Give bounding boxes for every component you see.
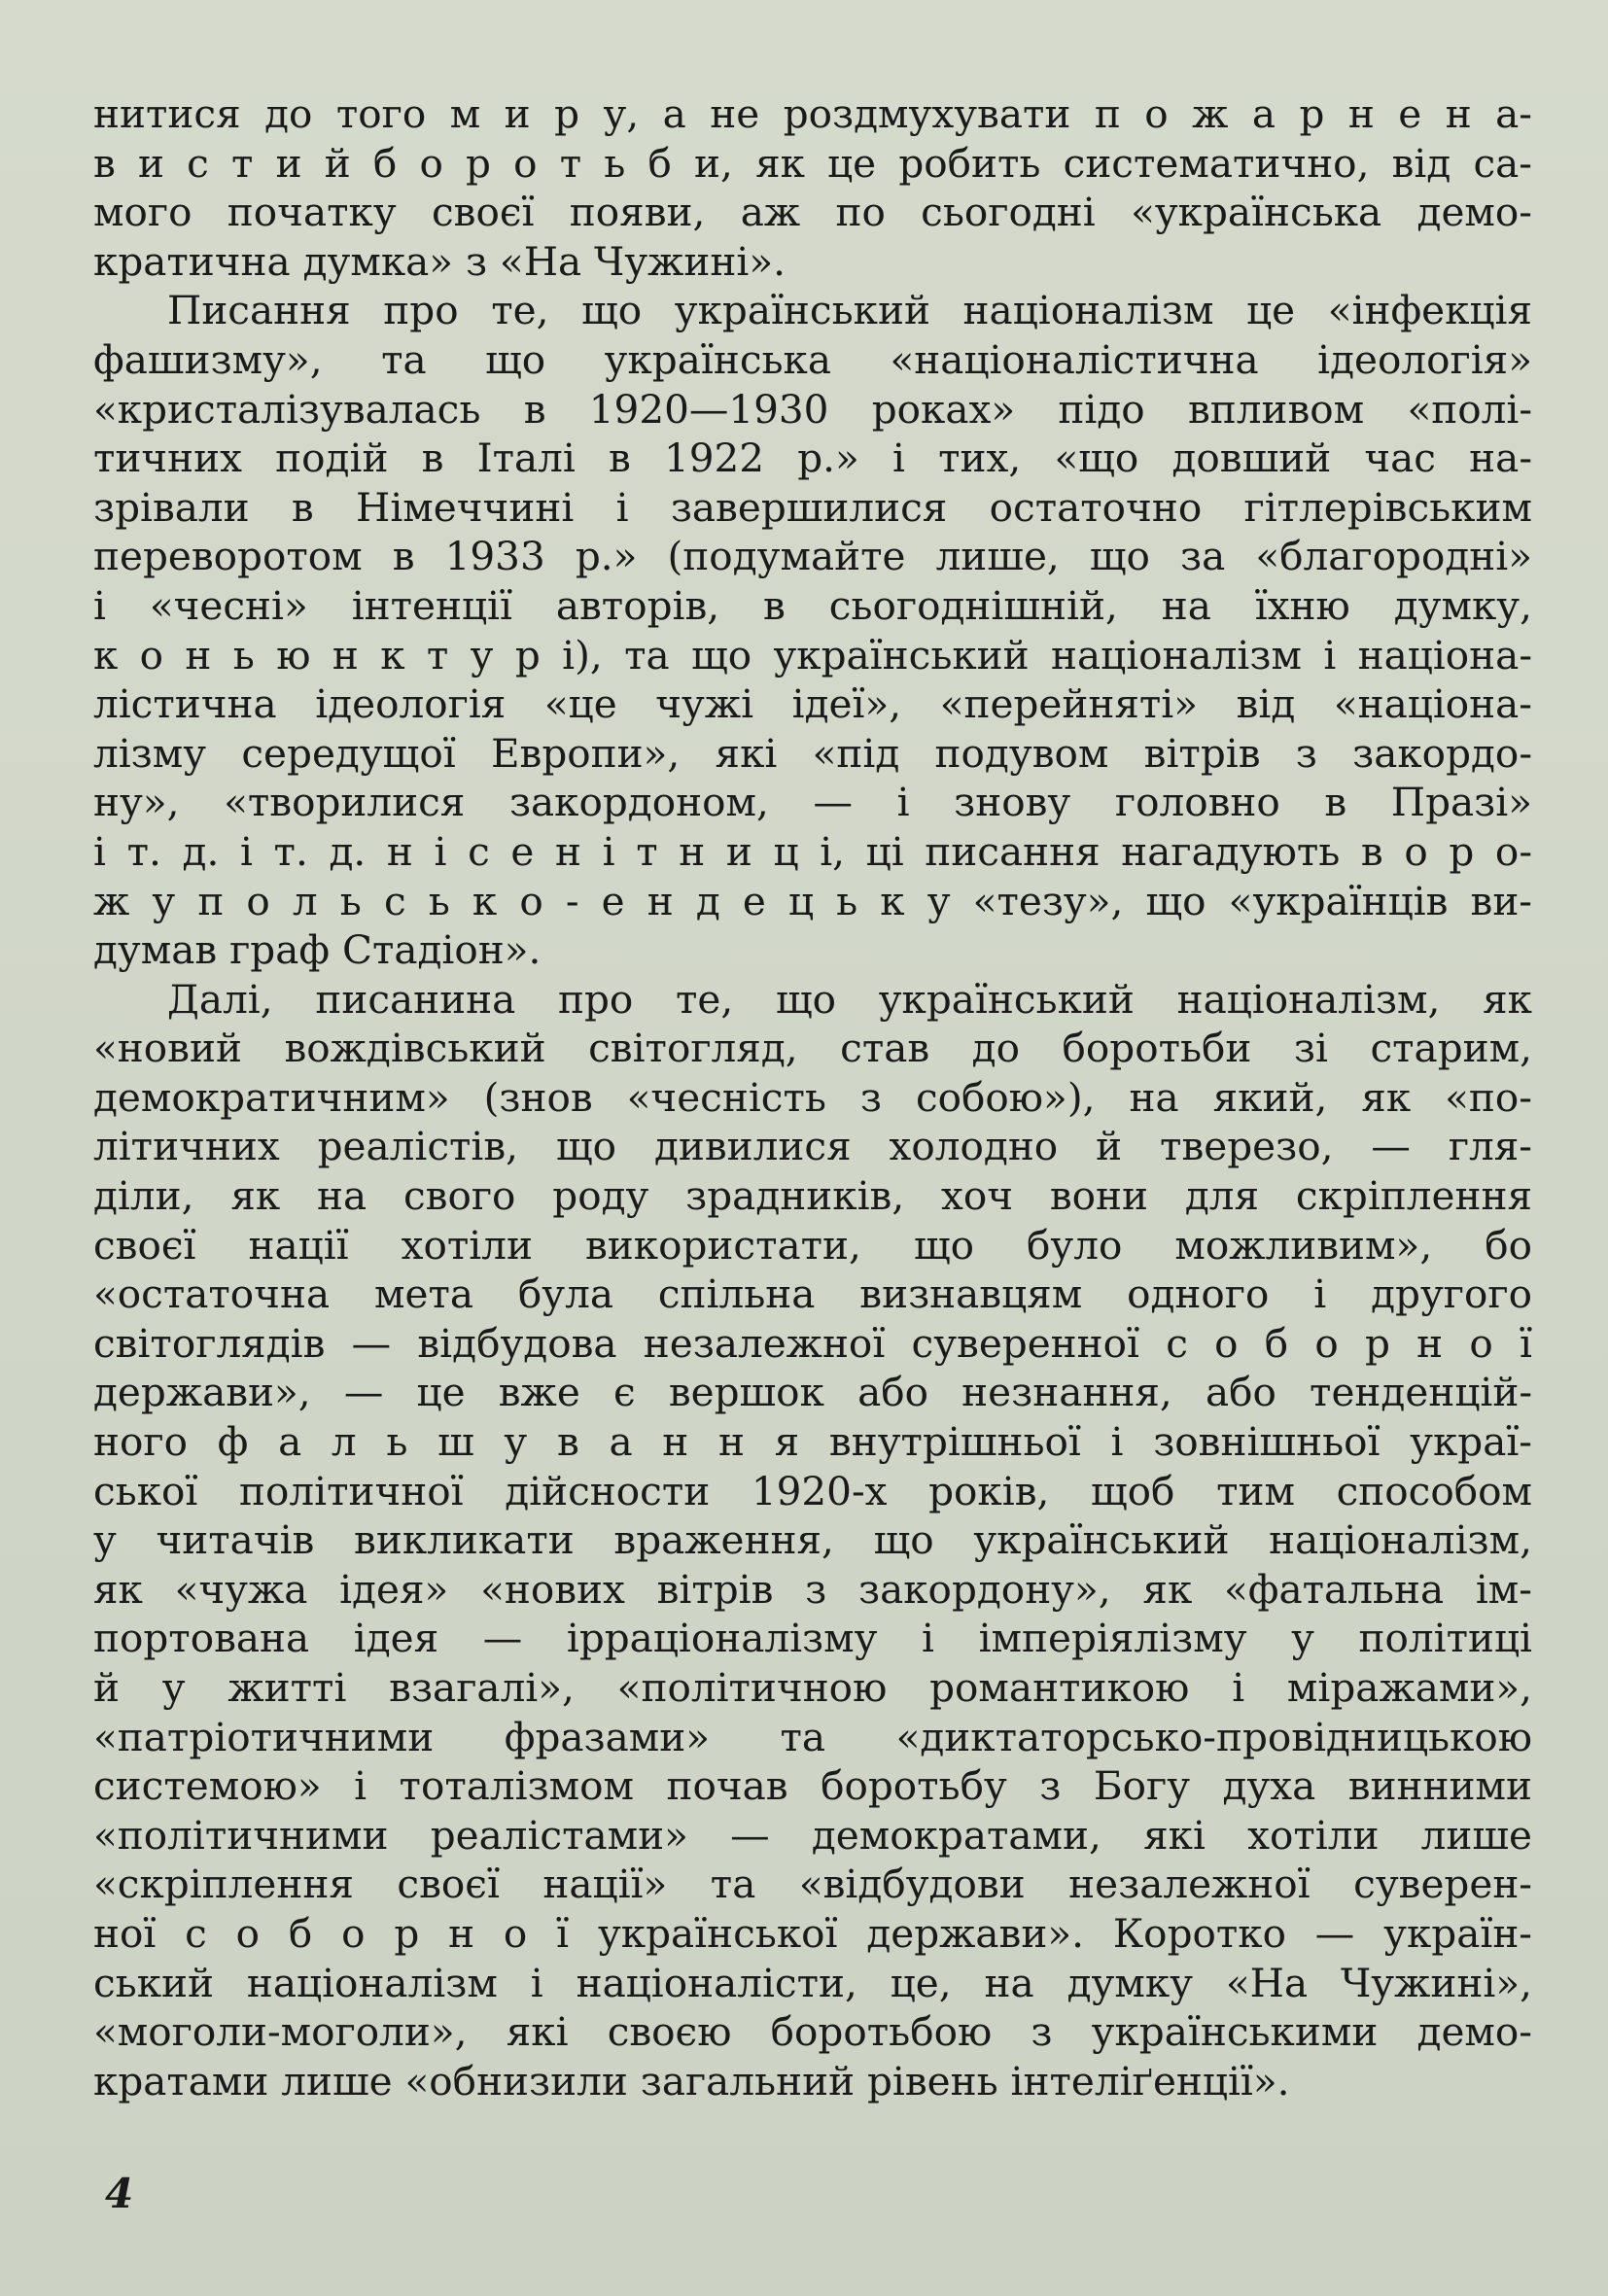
text-line: в и с т и й б о р о т ь б и, як це робить систематично, від са- — [93, 139, 1532, 187]
text-line: думав граф Стадіон». — [93, 926, 542, 974]
paragraph-1 — [93, 89, 1532, 286]
text-line: «політичними реалістами» — демократами, які хотіли лише — [93, 1811, 1532, 1859]
text-line: ж у п о л ь с ь к о - е н д е ц ь к у «тезу», що «українців ви- — [93, 877, 1532, 924]
text-line: мого початку своєї появи, аж по сьогодні «українська демо- — [93, 189, 1532, 236]
page-number: 4 — [105, 2170, 134, 2217]
text-line: портована ідея — ірраціоналізму і імперіялізму у політиці — [93, 1615, 1532, 1662]
text-line: літичних реалістів, що дивилися холодно й тверезо, — гля- — [93, 1123, 1532, 1170]
text-line: і т. д. і т. д. н і с е н і т н и ц і, ці писання нагадують в о р о- — [93, 827, 1532, 875]
text-line: ного ф а л ь ш у в а н н я внутрішньої і зовнішньої украї- — [93, 1418, 1532, 1466]
body-text — [93, 89, 1532, 2105]
text-line: і «чесні» інтенції авторів, в сьогоднішній, на їхню думку, — [93, 581, 1532, 629]
text-line: держави», — це вже є вершок або незнання, або тенденцій- — [93, 1369, 1532, 1416]
text-line: «кристалізувалась в 1920—1930 роках» підо впливом «полі- — [93, 385, 1532, 433]
paragraph-2 — [93, 286, 1532, 974]
text-line: «остаточна мета була спільна визнавцям одного і другого — [93, 1270, 1532, 1318]
text-line: ної с о б о р н о ї української держави». Коротко — україн- — [93, 1909, 1532, 1957]
text-line: Далі, писанина про те, що український націоналізм, як — [167, 975, 1532, 1023]
text-line: системою» і тоталізмом почав боротьбу з Богу духа винними — [93, 1762, 1532, 1810]
text-line: лізму середущої Европи», які «під подувом вітрів з закордо- — [93, 729, 1532, 777]
text-line: лістична ідеологія «це чужі ідеї», «перейняті» від «націона- — [93, 680, 1532, 728]
text-line: нитися до того м и р у, а не роздмухувати п о ж а р н е н а- — [93, 90, 1532, 137]
text-line: тичних подій в Італі в 1922 р.» і тих, «що довший час на- — [93, 435, 1532, 482]
text-line: «скріплення своєї нації» та «відбудови незалежної суверен- — [93, 1861, 1532, 1908]
text-line: у читачів викликати враження, що український націоналізм, — [93, 1516, 1532, 1564]
text-line: Писання про те, що український націоналізм це «інфекція — [167, 287, 1532, 334]
text-line: ський націоналізм і націоналісти, це, на думку «На Чужині», — [93, 1959, 1532, 2006]
text-line: к о н ь ю н к т у р і), та що український націоналізм і націона- — [93, 631, 1532, 678]
text-line: «моголи-моголи», які своєю боротьбою з українськими демо- — [93, 2008, 1532, 2056]
paragraph-3 — [93, 975, 1532, 2106]
text-line: кратами лише «обнизили загальний рівень інтеліґенції». — [93, 2057, 1290, 2105]
text-line: й у житті взагалі», «політичною романтикою і міражами», — [93, 1664, 1532, 1711]
text-line: ської політичної дійсности 1920-х років, щоб тим способом — [93, 1467, 1532, 1514]
text-line: світоглядів — відбудова незалежної суверенної с о б о р н о ї — [93, 1319, 1532, 1367]
text-line: демократичним» (знов «чесність з собою»), на який, як «по- — [93, 1073, 1532, 1121]
text-line: «патріотичними фразами» та «диктаторсько-провідницькою — [93, 1713, 1532, 1760]
text-line: як «чужа ідея» «нових вітрів з закордону», як «фатальна ім- — [93, 1565, 1532, 1613]
text-line: «новий вождівський світогляд, став до боротьби зі старим, — [93, 1025, 1532, 1072]
text-line: фашизму», та що українська «націоналістична ідеологія» — [93, 335, 1532, 383]
text-line: ну», «творилися закордоном, — і знову головно в Празі» — [93, 779, 1532, 826]
text-line: переворотом в 1933 р.» (подумайте лише, що за «благородні» — [93, 533, 1532, 580]
text-line: кратична думка» з «На Чужині». — [93, 237, 787, 285]
text-line: діли, як на свого роду зрадників, хоч вони для скріплення — [93, 1172, 1532, 1220]
text-line: зрівали в Німеччині і завершилися остаточно гітлерівським — [93, 483, 1532, 531]
text-line: своєї нації хотіли використати, що було можливим», бо — [93, 1221, 1532, 1269]
